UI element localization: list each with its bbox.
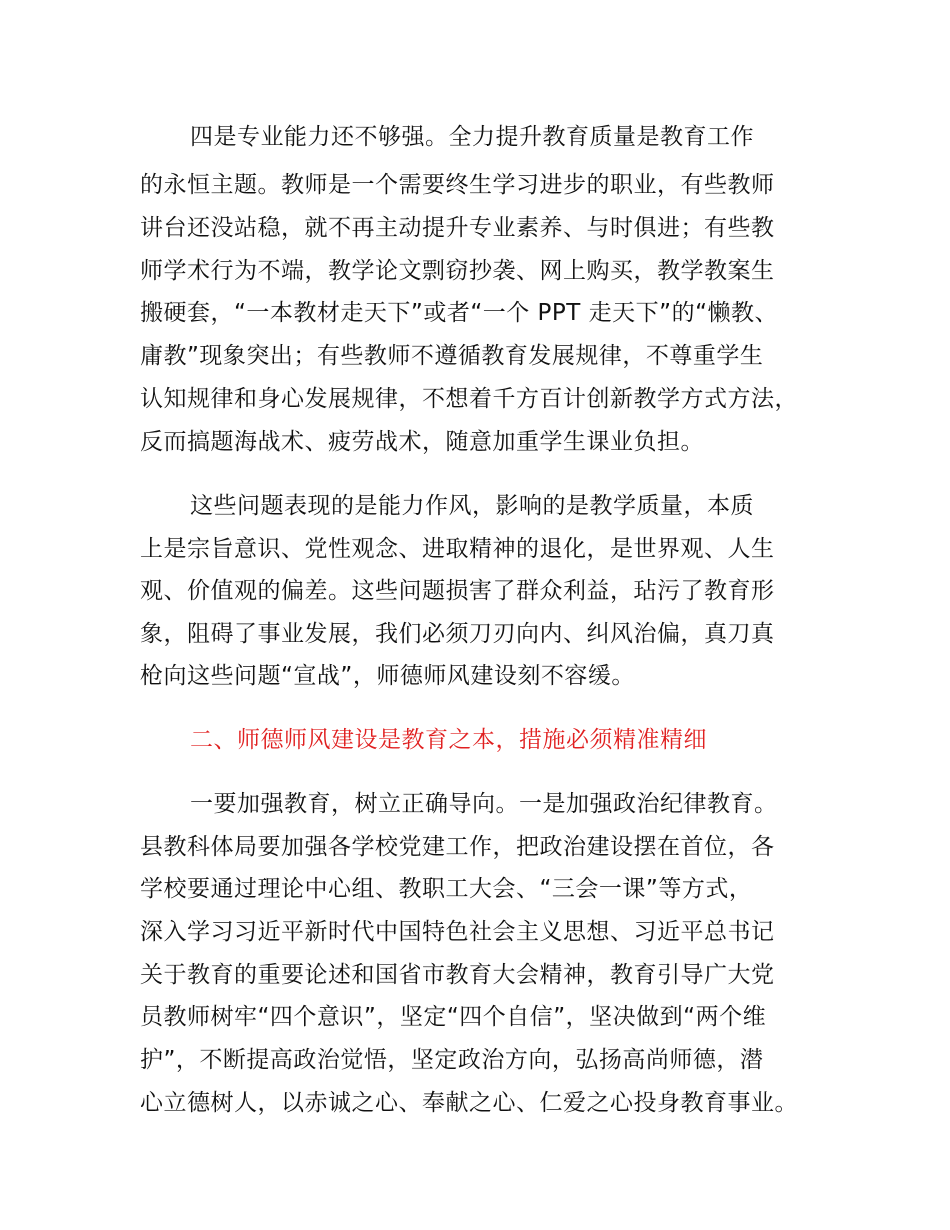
paragraph-3-line-2: 县教科体局要加强各学校党建工作，把政治建设摆在首位，各 — [140, 834, 775, 860]
paragraph-1-line-5: 搬硬套，“一本教材走天下”或者“一个 PPT 走天下”的“懒教、 — [140, 300, 778, 326]
paragraph-1-line-3: 讲台还没站稳，就不再主动提升专业素养、与时俱进；有些教 — [140, 215, 775, 241]
paragraph-2-line-5: 枪向这些问题“宣战”，师德师风建设刻不容缓。 — [140, 663, 635, 689]
paragraph-1-line-2: 的永恒主题。教师是一个需要终生学习进步的职业，有些教师 — [140, 172, 775, 198]
section-heading: 二、师德师风建设是教育之本，措施必须精准精细 — [190, 727, 707, 753]
paragraph-1-line-4: 师学术行为不端，教学论文剽窃抄袭、网上购买，教学教案生 — [140, 258, 775, 284]
paragraph-3-line-6: 员教师树牢“四个意识”，坚定“四个自信”，坚决做到“两个维 — [140, 1004, 767, 1030]
paragraph-2-line-4: 象，阻碍了事业发展，我们必须刀刃向内、纠风治偏，真刀真 — [140, 621, 775, 647]
paragraph-3-line-5: 关于教育的重要论述和国省市教育大会精神，教育引导广大党 — [140, 962, 775, 988]
paragraph-1-line-8: 反而搞题海战术、疲劳战术，随意加重学生课业负担。 — [140, 429, 704, 455]
paragraph-1-line-6: 庸教”现象突出；有些教师不遵循教育发展规律，不尊重学生 — [140, 343, 764, 369]
paragraph-3-line-7: 护”，不断提高政治觉悟，坚定政治方向，弘扬高尚师德，潜 — [140, 1047, 764, 1073]
paragraph-1-line-1: 四是专业能力还不够强。全力提升教育质量是教育工作 — [190, 124, 754, 150]
paragraph-3-line-4: 深入学习习近平新时代中国特色社会主义思想、习近平总书记 — [140, 919, 775, 945]
paragraph-1-line-7: 认知规律和身心发展规律，不想着千方百计创新教学方式方法， — [140, 386, 798, 412]
paragraph-3-line-1: 一要加强教育，树立正确导向。一是加强政治纪律教育。 — [190, 791, 778, 817]
paragraph-2-line-2: 上是宗旨意识、党性观念、进取精神的退化，是世界观、人生 — [140, 536, 775, 562]
paragraph-2-line-1: 这些问题表现的是能力作风，影响的是教学质量，本质 — [190, 493, 754, 519]
paragraph-2-line-3: 观、价值观的偏差。这些问题损害了群众利益，玷污了教育形 — [140, 578, 775, 604]
paragraph-3-line-3: 学校要通过理论中心组、教职工大会、“三会一课”等方式， — [140, 876, 753, 902]
paragraph-3-line-8: 心立德树人，以赤诚之心、奉献之心、仁爱之心投身教育事业。 — [140, 1090, 798, 1116]
